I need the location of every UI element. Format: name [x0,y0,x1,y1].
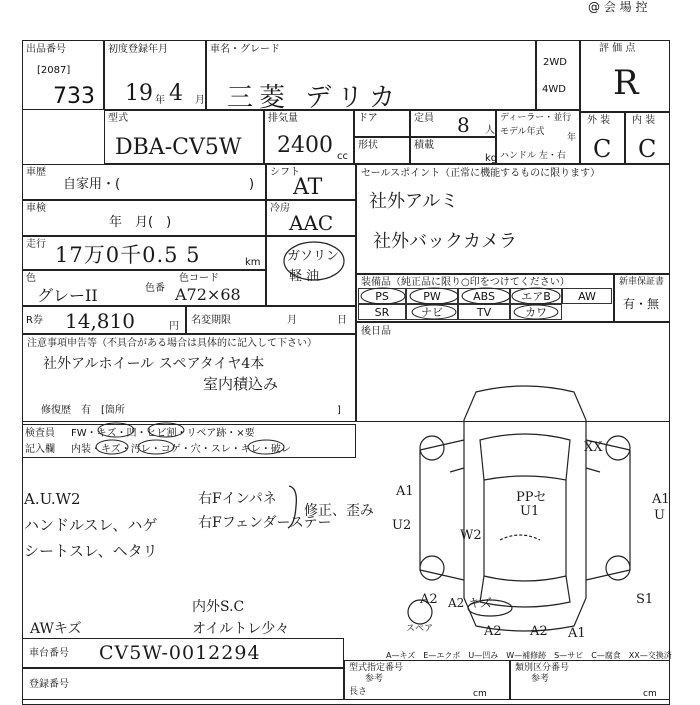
namechange-box [186,306,356,334]
notes-line-1: 社外アルホイール スペアタイヤ4本 [43,356,265,372]
first-reg-month: 4 [169,81,183,106]
aircon-label: 冷房 [270,203,290,214]
warranty-value: 有・無 [623,297,660,311]
sales-point-1: 社外アルミ [369,191,459,212]
ref-2: 参考 [531,674,550,684]
notes-label: 注意事項申告等（不具合がある場合は具体的に記入して下さい） [27,338,317,349]
chassis-label: 車台番号 [29,648,69,659]
inspector-row-1: FW・キズ・凹・ヒビ割・リペア跡・×要 [71,428,255,439]
mark-a2-spare: A2 [420,592,438,607]
ref-1: 参考 [365,674,384,684]
hw-b2: 右Fフェンダーステー [198,515,332,531]
displacement-value: 2400 [277,133,333,158]
equipment-circle-marks [360,276,610,324]
warranty-label: 新車保証書 [619,277,665,287]
namechange-day: 日 [337,315,347,326]
door-label: ドア [358,113,378,124]
door-box [354,110,410,137]
equip-aw: AW [562,288,612,304]
history-label: 車歴 [26,167,46,178]
mark-spare: スペア [406,624,434,634]
hw-b1: 右Fインパネ [198,491,277,507]
equip-pw: PW [406,288,458,304]
aircon-box [266,200,356,236]
color-label: 色 [26,273,36,284]
capacity-unit: 人 [485,125,495,136]
namechange-label: 名変期限 [191,315,231,326]
notes-line-2: 室内積込み [203,375,279,393]
colorcode-label: 色コード [179,273,219,284]
colorno-label: 色番 [145,283,165,294]
drive-2wd: 2WD [543,57,567,68]
year-unit: 年 [155,95,165,106]
fuel-diesel: 軽 油 [289,269,320,284]
mark-u2: U2 [392,518,412,533]
equipment-label: 装備品（純正品に限り○印をつけてください） [361,277,570,288]
equip-leather: カワ [510,304,562,320]
chassis-box [22,638,344,668]
hw-b3: 修正、歪み [304,503,374,519]
equip-navi: ナビ [406,304,458,320]
recycle-value: 14,810 [65,309,135,333]
hw-d1: 内外S.C [192,599,245,615]
mark-u-right: U [654,508,665,523]
car-name: 三菱 デリカ [227,83,402,113]
shift-label: シフト [270,167,300,178]
type-no-label: 型式指定番号 [349,663,404,673]
capacity-value: 8 [457,113,470,137]
hw-c1: AWキズ [30,621,82,637]
namechange-month: 月 [287,315,297,326]
inspector-row-2: 内装・キズ・汚レ・コゲ・穴・スレ・キレ・破レ [71,444,291,455]
mark-s1: S1 [636,592,654,607]
sales-points-box [356,164,670,274]
mileage-box [22,236,266,270]
sales-point-2: 社外バックカメラ [373,231,517,252]
class-no-box [510,660,670,700]
lot-number: 733 [53,84,95,109]
history-box [22,164,266,200]
class-no-label: 類別区分番号 [515,663,570,673]
fuel-box [266,236,356,306]
mark-a2-scratch: A2 キズ [448,596,492,610]
shape-label: 形状 [358,140,378,151]
chassis-value: CV5W-0012294 [99,642,261,664]
capacity-label: 定員 [414,113,434,124]
registration-label: 登録番号 [29,679,69,690]
inspector-label-2: 記入欄 [25,444,55,455]
equip-tv: TV [458,304,510,320]
hw-bracket [286,484,302,530]
hw-a1: A.U.W2 [24,490,81,508]
recycle-box [22,306,186,334]
hw-d2: オイルトレ少々 [192,621,290,637]
history-value: 自家用・( [63,177,121,192]
equip-sr: SR [358,304,406,320]
inspector-label-1: 検査員 [25,428,55,439]
notes-box [22,334,356,422]
unit-cm: cm [643,689,657,699]
mark-a2-rear2: A2 [530,624,548,639]
year-suffix: 年 [567,133,577,143]
drive-box [536,40,580,110]
load-label: 積載 [414,140,434,151]
mark-a1-rear: A1 [568,626,586,641]
repair-label: 修復歴 有 [箇所 [41,405,125,416]
hw-a3: シートスレ、ヘタリ [24,542,158,560]
load-unit: kg [485,153,498,164]
shape-box [354,137,410,164]
inspector-circle-marks [70,422,330,460]
displacement-label: 排気量 [268,113,298,124]
first-reg-label: 初度登録年月 [108,44,168,55]
repair-close: ] [337,405,341,416]
colorcode-value: A72×68 [175,285,241,304]
equip-abs: ABS [458,288,510,304]
capacity-box [410,110,496,137]
warranty-box [614,274,670,322]
first-reg-box [104,40,206,110]
mark-xx: XX [584,440,603,455]
displacement-unit: cc [337,151,348,162]
lot-label: 出品番号 [26,44,66,55]
mark-w2: W2 [460,528,482,543]
history-close: ) [249,177,255,192]
mileage-value: 17万0千0.5 5 [55,243,201,267]
exterior-label: 外 装 [587,115,611,126]
diagram-legend: A—キズ E—エクボ U—凹み W—補修跡 S—サビ C—腐食 XX—交換済 [386,651,672,660]
mark-a1-right: A1 [652,492,670,507]
recycle-label: R券 [26,315,43,326]
top-partial-label: @ 会 場 控 [588,0,648,14]
mark-pp: PPセ [516,490,547,505]
load-box [410,137,496,164]
fuel-gasoline: ガソリン [287,249,340,264]
length-label: 長さ [349,687,368,697]
registration-box [22,668,344,700]
displacement-box [264,110,354,164]
rating-box [580,40,670,112]
dealer-box [496,110,580,164]
interior-value: C [638,135,657,163]
shift-value: AT [293,175,323,200]
lot-box [22,40,104,110]
mark-u1: U1 [520,504,540,519]
color-box [22,270,266,306]
aircon-value: AAC [289,211,334,235]
type-no-box [344,660,510,700]
mark-a2-rear1: A2 [484,624,502,639]
lot-code: [2087] [37,65,71,76]
inspection-box [22,200,266,236]
equip-airbag: エアB [510,288,562,304]
color-value: グレーII [37,286,98,305]
exterior-box [580,112,625,164]
interior-box [625,112,670,164]
hw-a2: ハンドルスレ、ハゲ [24,516,158,534]
inspection-value: 年 月( ) [109,215,172,230]
model-year-label: モデル年式 [500,127,545,137]
model-value: DBA-CV5W [115,135,242,160]
rear-items-label: 後日品 [361,326,391,337]
model-box [104,110,264,164]
inspection-label: 車検 [26,203,46,214]
mileage-label: 走行 [26,239,46,250]
exterior-value: C [593,135,612,163]
first-reg-year: 19 [125,81,153,106]
dealer-label: ディーラー・並行 [500,113,572,123]
rating-value: R [613,63,639,103]
interior-label: 内 装 [632,115,656,126]
length-unit: cm [473,689,487,699]
sales-points-label: セールスポイント（正常に機能するものに限ります） [361,168,601,179]
drive-4wd-label: 4WD [542,84,566,95]
carname-box [206,40,536,113]
month-unit: 月 [195,95,205,106]
equip-ps: PS [358,288,406,304]
mileage-unit: km [245,257,261,268]
handle-label: ハンドル 左・右 [500,151,566,161]
model-label: 型式 [108,113,128,124]
fuel-circle-mark [281,239,347,285]
rating-label: 評 価 点 [599,43,636,54]
recycle-unit: 円 [169,321,179,332]
shift-box [266,164,356,200]
mark-a1-left: A1 [396,484,414,499]
carname-label: 車名・グレード [210,44,280,55]
